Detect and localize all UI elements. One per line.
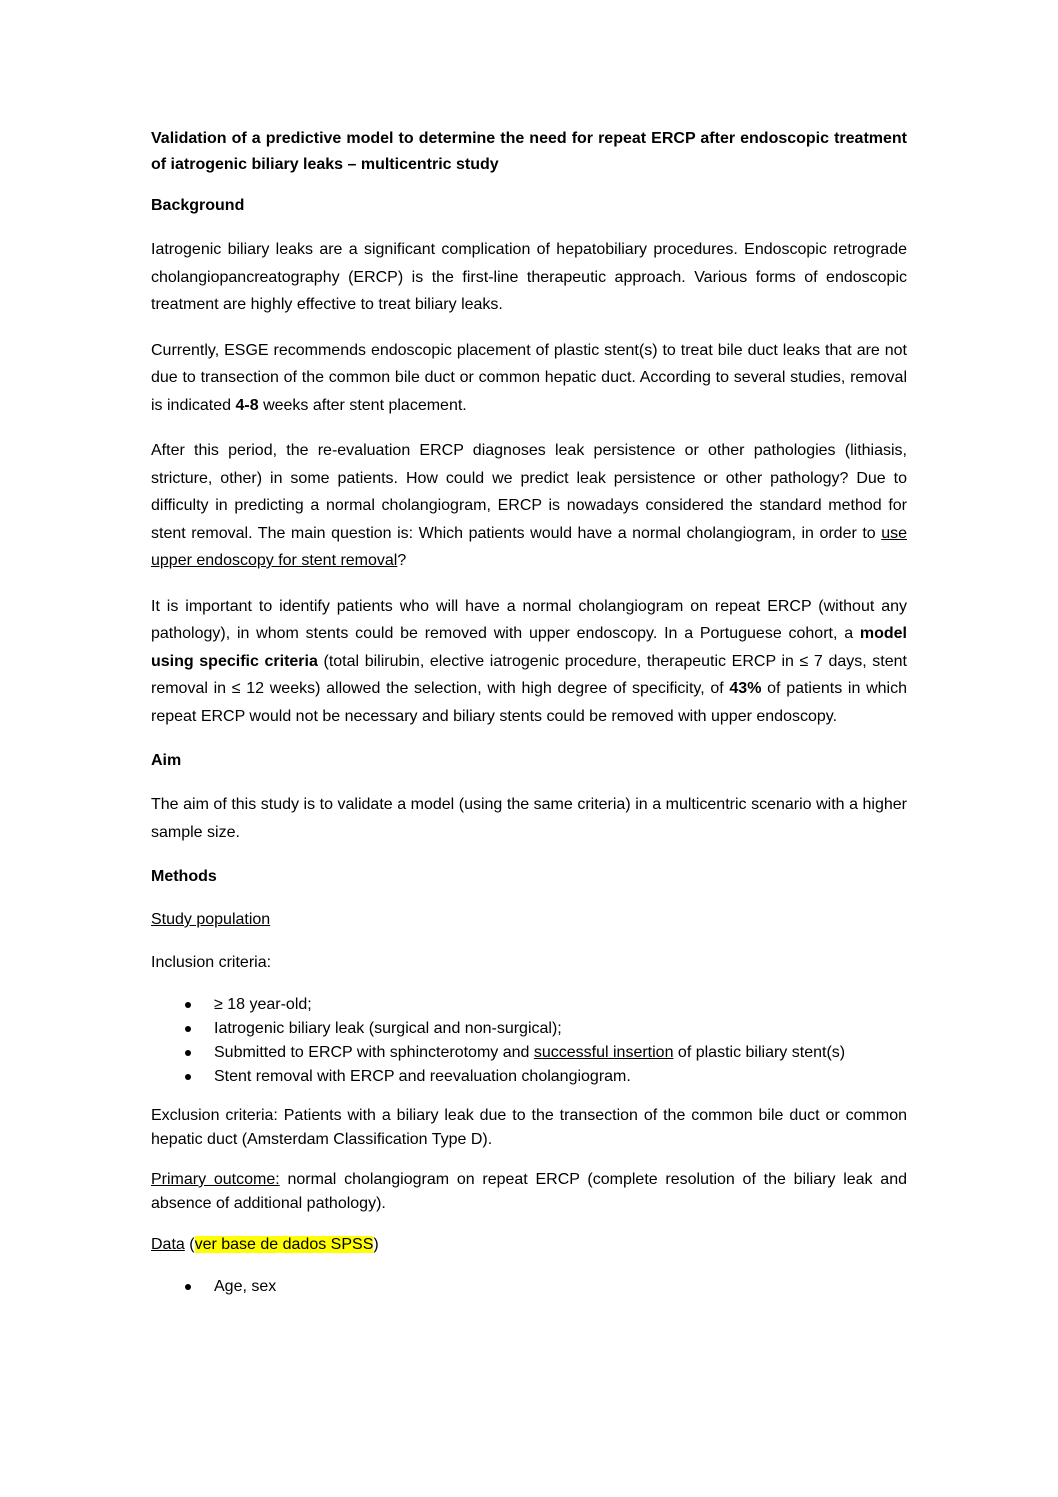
aim-heading: Aim	[151, 752, 182, 769]
inclusion-criteria-list	[151, 993, 907, 1089]
background-paragraph-2	[151, 337, 907, 420]
inclusion-item-text: Iatrogenic biliary leak (surgical and non-surgical);	[214, 1020, 562, 1037]
data-list	[151, 1275, 907, 1299]
bullet-icon	[185, 1002, 191, 1008]
data-label: Data	[151, 1236, 185, 1253]
inclusion-criteria-label: Inclusion criteria:	[151, 954, 272, 971]
list-item	[214, 1065, 907, 1089]
bullet-icon	[185, 1026, 191, 1032]
background-paragraph-4	[151, 593, 907, 731]
background-p3-text: After this period, the re-evaluation ERCP diagnoses leak persistence or other pathologies (lithiasis, stricture, other) in some patients. How could we predict leak persistence or other pathology? Due to difficulty in predicting a normal cholangiogram, ERCP is nowadays considered the standard method for stent removal. The main question is: Which patients would have a normal cholangiogram, in order to	[151, 442, 907, 542]
document-title: Validation of a predictive model to determine the need for repeat ERCP after endoscopic treatment of iatrogenic biliary leaks – multicentric study	[151, 130, 907, 173]
background-p2-weeks-bold: 4-8	[235, 396, 259, 414]
document-body	[151, 126, 907, 1314]
background-p4-text-a: It is important to identify patients who will have a normal cholangiogram on repeat ERCP (without any pathology), in whom stents could be removed with upper endoscopy. In a Portuguese cohort, a	[151, 597, 907, 642]
inclusion-item-text-end: of plastic biliary stent(s)	[673, 1044, 846, 1061]
background-p4-text-b: (total bilirubin, elective iatrogenic procedure, therapeutic ERCP in ≤ 7 days, stent removal in ≤ 12 weeks) allowed the selection, with high degree of specificity, of	[151, 652, 907, 697]
methods-heading: Methods	[151, 868, 217, 885]
data-subheading	[151, 1232, 907, 1258]
data-item-text: Age, sex	[214, 1278, 277, 1295]
background-paragraph-1: Iatrogenic biliary leaks are a significant complication of hepatobiliary procedures. Endoscopic retrograde cholangiopancreatography (ERCP) is the first-line therapeutic approach. Various forms of endoscopic treatment are highly effective to treat biliary leaks.	[151, 241, 907, 313]
background-heading: Background	[151, 197, 245, 214]
background-p4-bold-percent: 43%	[729, 680, 762, 697]
background-p4-text-c: of patients in which repeat ERCP would not be necessary and biliary stents could be removed with upper endoscopy.	[151, 680, 907, 725]
background-p3-text-end: ?	[397, 552, 407, 569]
primary-outcome-text: normal cholangiogram on repeat ERCP (complete resolution of the biliary leak and absence of additional pathology).	[151, 1171, 908, 1212]
data-close-paren: )	[373, 1236, 379, 1253]
inclusion-item-underlined: successful insertion	[533, 1044, 674, 1061]
background-p3-underlined: use upper endoscopy for stent removal	[151, 524, 907, 569]
study-population-subheading	[151, 907, 907, 933]
bullet-icon	[185, 1284, 191, 1290]
primary-outcome-paragraph	[151, 1168, 907, 1216]
list-item	[214, 1275, 907, 1299]
inclusion-item-text: Stent removal with ERCP and reevaluation cholangiogram.	[214, 1068, 631, 1085]
background-paragraph-3	[151, 437, 907, 575]
bullet-icon	[185, 1050, 191, 1056]
list-item	[214, 993, 907, 1017]
bullet-icon	[185, 1074, 191, 1080]
list-item	[214, 1041, 907, 1065]
inclusion-item-text: Submitted to ERCP with sphincterotomy and	[214, 1044, 534, 1061]
data-open-paren: (	[184, 1236, 195, 1253]
inclusion-item-text: ≥ 18 year-old;	[214, 996, 312, 1013]
background-p2-text-end: weeks after stent placement.	[258, 396, 467, 414]
exclusion-criteria-paragraph: Exclusion criteria: Patients with a biliary leak due to the transection of the common bile duct or common hepatic duct (Amsterdam Classification Type D).	[151, 1107, 907, 1148]
study-population-label: Study population	[151, 911, 271, 928]
primary-outcome-label: Primary outcome:	[151, 1171, 280, 1188]
data-highlighted-note: ver base de dados SPSS	[194, 1236, 374, 1253]
aim-paragraph: The aim of this study is to validate a model (using the same criteria) in a multicentric scenario with a higher sample size.	[151, 796, 907, 841]
background-p2-text: Currently, ESGE recommends endoscopic placement of plastic stent(s) to treat bile duct leaks that are not due to transection of the common bile duct or common hepatic duct. According to several studies, removal is indicated	[151, 341, 907, 414]
background-p4-bold-model: model using specific criteria	[151, 625, 907, 670]
list-item	[214, 1017, 907, 1041]
